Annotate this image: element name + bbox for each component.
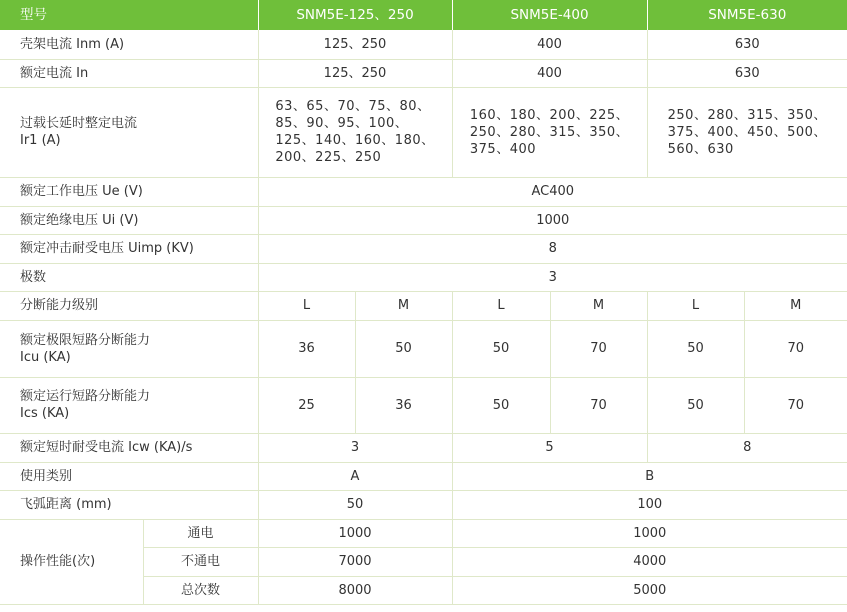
cell-value: 25: [258, 377, 355, 433]
cell-value: 8000: [258, 576, 452, 604]
row-label-category: 使用类别: [0, 462, 258, 490]
cell-value: 50: [452, 320, 550, 377]
table-row: [0, 433, 847, 462]
row-label-ue: 额定工作电压 Ue (V): [0, 177, 258, 206]
cell-value: 8: [647, 433, 847, 462]
row-label-ics: [0, 377, 258, 433]
sub-label-unpowered: 不通电: [143, 547, 258, 576]
cell-value: 1000: [258, 519, 452, 547]
sub-label-total: 总次数: [143, 576, 258, 604]
cell-value: M: [550, 291, 647, 320]
row-label-frame-current: 壳架电流 Inm (A): [0, 30, 258, 59]
cell-value: 3: [258, 433, 452, 462]
row-label-ui: 额定绝缘电压 Ui (V): [0, 206, 258, 234]
cell-value: M: [355, 291, 452, 320]
cell-value: 400: [452, 59, 647, 87]
value-line: 250、280、315、350、: [667, 107, 827, 123]
overload-values-col1: [258, 87, 452, 177]
table-row: [0, 320, 847, 377]
row-label-poles: 极数: [0, 263, 258, 291]
overload-values-col2: [452, 87, 647, 177]
table-row: [0, 291, 847, 320]
cell-value: A: [258, 462, 452, 490]
table-row: [0, 87, 847, 177]
row-label-uimp: 额定冲击耐受电压 Uimp (KV): [0, 234, 258, 263]
table-row: [0, 30, 847, 59]
row-label-operation: 操作性能(次): [0, 519, 143, 604]
value-line: 250、280、315、350、: [469, 124, 630, 140]
value-line: 200、225、250: [275, 150, 382, 165]
sub-label-powered: 通电: [143, 519, 258, 547]
cell-value: 400: [452, 30, 647, 59]
table-row: [0, 377, 847, 433]
table-row: [0, 263, 847, 291]
value-line: 63、65、70、75、80、: [275, 99, 431, 114]
cell-value: 100: [452, 490, 847, 519]
row-label-overload: [0, 87, 258, 177]
cell-value: 1000: [258, 206, 847, 234]
row-label-arc: 飞弧距离 (mm): [0, 490, 258, 519]
header-col-400: SNM5E-400: [452, 0, 647, 30]
value-line: 125、140、160、180、: [275, 133, 435, 148]
value-line: 560、630: [667, 141, 734, 157]
cell-value: 630: [647, 30, 847, 59]
cell-value: 70: [550, 377, 647, 433]
cell-value: 630: [647, 59, 847, 87]
cell-value: L: [452, 291, 550, 320]
value-line: 375、400、450、500、: [667, 124, 827, 140]
cell-value: 5000: [452, 576, 847, 604]
row-label-breaking-level: 分断能力级别: [0, 291, 258, 320]
cell-value: 70: [550, 320, 647, 377]
cell-value: L: [647, 291, 744, 320]
row-label-icw: 额定短时耐受电流 Icw (KA)/s: [0, 433, 258, 462]
cell-value: 50: [647, 377, 744, 433]
cell-value: L: [258, 291, 355, 320]
value-line: 160、180、200、225、: [469, 107, 630, 123]
cell-value: 36: [258, 320, 355, 377]
row-label-line: Ir1 (A): [20, 133, 61, 148]
cell-value: M: [744, 291, 847, 320]
value-line: 375、400: [469, 141, 537, 157]
cell-value: 50: [258, 490, 452, 519]
table-row: [0, 177, 847, 206]
cell-value: 7000: [258, 547, 452, 576]
row-label-icu: [0, 320, 258, 377]
cell-value: 125、250: [258, 30, 452, 59]
cell-value: 125、250: [258, 59, 452, 87]
cell-value: 70: [744, 377, 847, 433]
table-row: [0, 59, 847, 87]
cell-value: B: [452, 462, 847, 490]
row-label-line: 额定运行短路分断能力: [20, 389, 151, 404]
table-row: [0, 234, 847, 263]
cell-value: 50: [355, 320, 452, 377]
header-col-630: SNM5E-630: [647, 0, 847, 30]
header-row: [0, 0, 847, 30]
cell-value: 8: [258, 234, 847, 263]
header-model: 型号: [0, 0, 258, 30]
row-label-line: 额定极限短路分断能力: [20, 332, 151, 348]
cell-value: 50: [452, 377, 550, 433]
cell-value: 70: [744, 320, 847, 377]
cell-value: 1000: [452, 519, 847, 547]
cell-value: 4000: [452, 547, 847, 576]
table-row: [0, 519, 847, 547]
cell-value: 3: [258, 263, 847, 291]
cell-value: 36: [355, 377, 452, 433]
cell-value: 5: [452, 433, 647, 462]
header-col-125-250: SNM5E-125、250: [258, 0, 452, 30]
row-label-line: Icu (KA): [20, 349, 71, 365]
row-label-rated-current: 额定电流 In: [0, 59, 258, 87]
row-label-line: Ics (KA): [20, 406, 70, 421]
cell-value: AC400: [258, 177, 847, 206]
table-row: [0, 462, 847, 490]
table-row: [0, 490, 847, 519]
row-label-line: 过载长延时整定电流: [20, 116, 138, 131]
table-row: [0, 206, 847, 234]
cell-value: 50: [647, 320, 744, 377]
overload-values-col3: [647, 87, 847, 177]
value-line: 85、90、95、100、: [275, 116, 409, 131]
